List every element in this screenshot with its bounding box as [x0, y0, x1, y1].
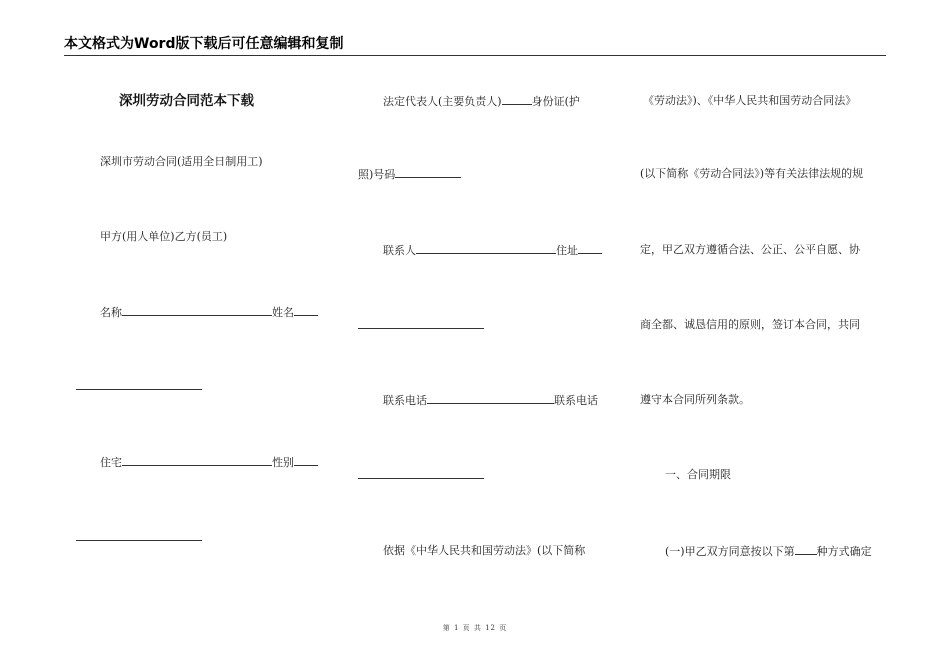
contact-person-line [383, 243, 602, 258]
contact-phone-line [383, 393, 598, 408]
body-text-line: (以下简称《劳动合同法》)等有关法律法规的规 [640, 167, 864, 180]
address-line [100, 455, 318, 470]
gender-label: 性别 [272, 456, 294, 469]
address-blank[interactable] [578, 243, 602, 254]
contact-person-label: 联系人 [383, 244, 416, 257]
passport-line [358, 167, 461, 182]
passport-blank[interactable] [395, 167, 461, 178]
legal-rep-line [383, 94, 580, 109]
according-to-line: 依据《中华人民共和国劳动法》(以下简称 [383, 544, 586, 557]
name-label-2: 姓名 [272, 306, 294, 319]
legal-rep-blank[interactable] [502, 94, 532, 105]
blank-line[interactable] [358, 328, 484, 329]
parties-line: 甲方(用人单位)乙方(员工) [100, 230, 228, 243]
section-heading: 一、合同期限 [665, 468, 731, 481]
blank-line[interactable] [358, 478, 484, 479]
blank-line[interactable] [76, 540, 202, 541]
name-blank-2[interactable] [294, 305, 318, 316]
body-text-line: 定，甲乙双方遵循合法、公正、公平自愿、协 [640, 243, 860, 256]
body-text-line: 商全都、诚恳信用的原则，签订本合同，共同 [640, 318, 860, 331]
document-header: 本文格式为Word版下载后可任意编辑和复制 [64, 36, 886, 56]
body-text-line: 遵守本合同所列条款。 [640, 393, 750, 406]
passport-label: 照)号码 [358, 168, 396, 181]
body-text-line: 《劳动法》)、《中华人民共和国劳动合同法》 [643, 94, 857, 107]
blank-line[interactable] [76, 389, 202, 390]
name-blank[interactable] [122, 305, 272, 316]
address-blank[interactable] [122, 455, 272, 466]
name-line [100, 305, 318, 320]
clause-line [665, 544, 872, 559]
clause-text-2: 种方式确定 [816, 545, 872, 558]
id-card-label: 身份证(护 [531, 95, 580, 108]
legal-rep-label: 法定代表人(主要负责人) [383, 95, 502, 108]
contract-subtitle: 深圳市劳动合同(适用全日制用工) [100, 155, 263, 168]
contact-phone-label-2: 联系电话 [554, 394, 598, 407]
page-number: 第 1 页 共 12 页 [442, 624, 508, 632]
name-label: 名称 [100, 306, 122, 319]
contact-person-blank[interactable] [416, 243, 556, 254]
address-label: 住宅 [100, 456, 122, 469]
clause-text: (一)甲乙双方同意按以下第 [665, 545, 795, 558]
clause-blank[interactable] [795, 544, 817, 555]
gender-blank[interactable] [294, 455, 318, 466]
contact-phone-label: 联系电话 [383, 394, 427, 407]
contact-phone-blank[interactable] [427, 393, 554, 404]
document-title: 深圳劳动合同范本下载 [119, 93, 254, 109]
address-label: 住址 [556, 244, 578, 257]
